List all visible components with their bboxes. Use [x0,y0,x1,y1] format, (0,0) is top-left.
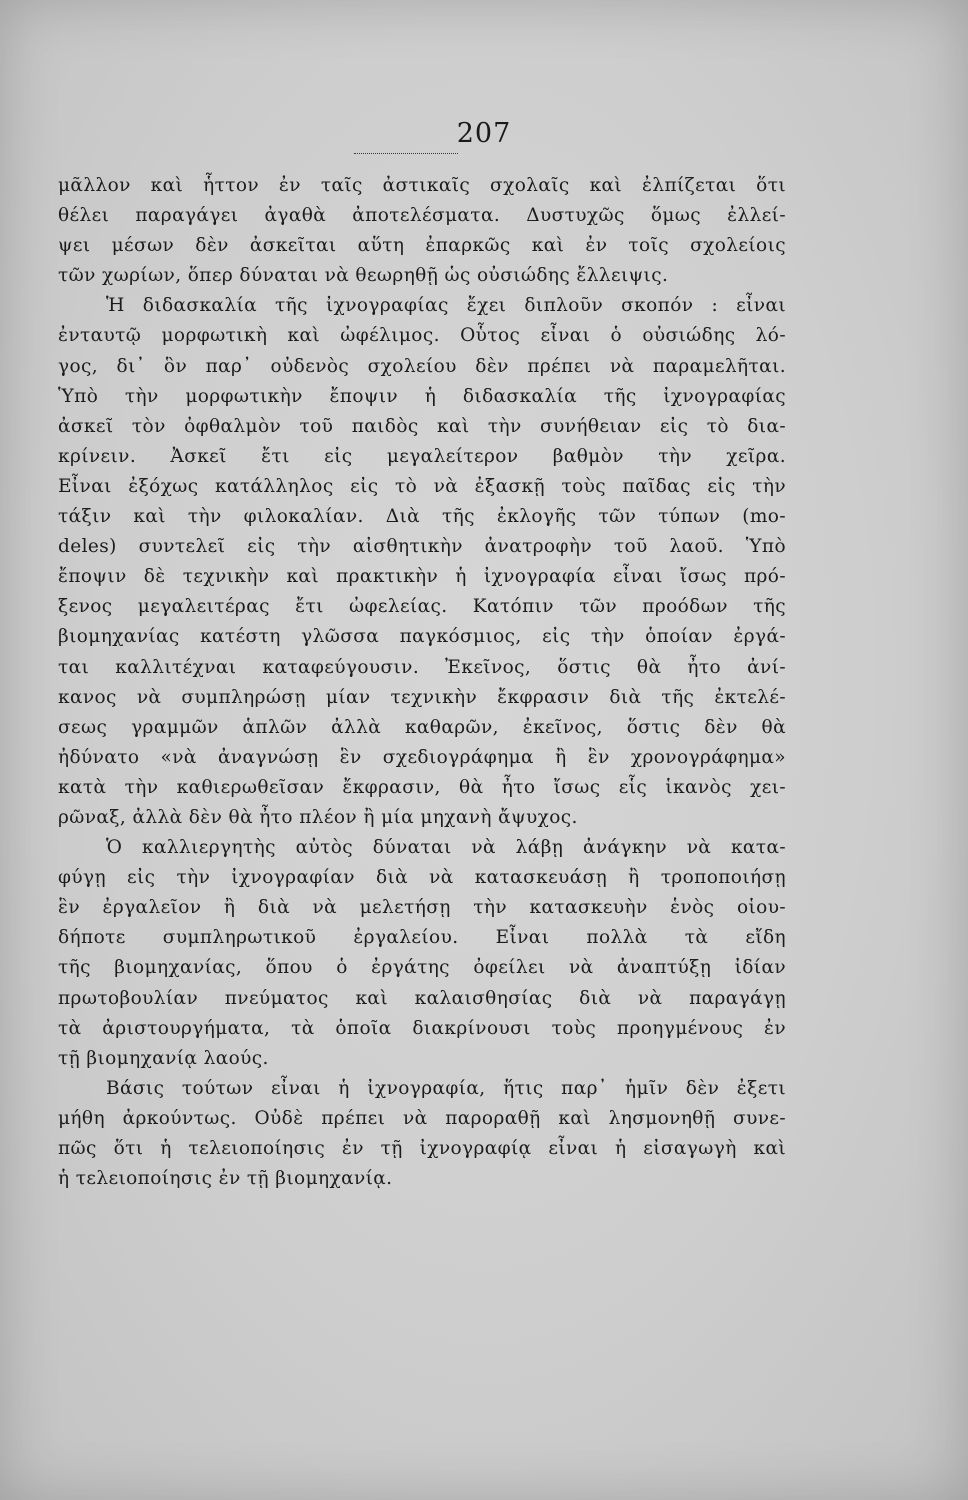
text-line: βιομηχανίας κατέστη γλῶσσα παγκόσμιος, εἰς τὴν ὁποίαν ἐργά- [58,626,786,648]
text-line: φύγῃ εἰς τὴν ἰχνογραφίαν διὰ νὰ κατασκευάσῃ ἢ τροποποιήσῃ [58,867,786,889]
text-line: γος, δι᾽ ὃν παρ᾽ οὐδενὸς σχολείου δὲν πρέπει νὰ παραμελῆται. [58,355,786,377]
text-line: τάξιν καὶ τὴν φιλοκαλίαν. Διὰ τῆς ἐκλογῆς τῶν τύπων (mo- [58,506,786,528]
text-line: τῆς βιομηχανίας, ὅπου ὁ ἐργάτης ὀφείλει νὰ ἀναπτύξῃ ἰδίαν [58,957,786,979]
text-line: μᾶλλον καὶ ἧττον ἐν ταῖς ἀστικαῖς σχολαῖς καὶ ἐλπίζεται ὅτι [58,175,786,196]
text-line: Ὑπὸ τὴν μορφωτικὴν ἔποψιν ἡ διδασκαλία τῆς ἰχνογραφίας [58,385,786,407]
text-line: κανος νὰ συμπληρώσῃ μίαν τεχνικὴν ἔκφρασιν διὰ τῆς ἐκτελέ- [58,686,786,708]
body-text [58,171,786,1194]
text-line: ξενος μεγαλειτέρας ἔτι ὠφελείας. Κατόπιν τῶν προόδων τῆς [58,596,786,618]
text-line: ἡ τελειοποίησις ἐν τῇ βιομηχανίᾳ. [58,1168,393,1190]
header-divider [354,153,458,154]
text-line: Εἶναι ἐξόχως κατάλληλος εἰς τὸ νὰ ἐξασκῇ τοὺς παῖδας εἰς τὴν [58,475,786,497]
text-line: Βάσις τούτων εἶναι ἡ ἰχνογραφία, ἥτις παρ᾽ ἡμῖν δὲν ἐξετι [106,1077,786,1099]
text-line: deles) συντελεῖ εἰς τὴν αἰσθητικὴν ἀνατροφὴν τοῦ λαοῦ. Ὑπὸ [58,536,786,558]
text-line: κατὰ τὴν καθιερωθεῖσαν ἔκφρασιν, θὰ ἦτο ἴσως εἷς ἱκανὸς χει- [58,776,786,798]
text-line: μήθη ἀρκούντως. Οὐδὲ πρέπει νὰ παροραθῇ καὶ λησμονηθῇ συνε- [58,1107,786,1129]
text-line: πῶς ὅτι ἡ τελειοποίησις ἐν τῇ ἰχνογραφίᾳ εἶναι ἡ εἰσαγωγὴ καὶ [58,1138,786,1159]
text-line: ψει μέσων δὲν ἀσκεῖται αὕτη ἐπαρκῶς καὶ ἐν τοῖς σχολείοις [58,235,786,257]
text-line: ἔποψιν δὲ τεχνικὴν καὶ πρακτικὴν ἡ ἰχνογραφία εἶναι ἴσως πρό- [58,566,786,588]
text-line: ἠδύνατο «νὰ ἀναγνώσῃ ἓν σχεδιογράφημα ἢ ἓν χρονογράφημα» [58,746,786,768]
text-line: ἐνταυτῷ μορφωτικὴ καὶ ὠφέλιμος. Οὗτος εἶναι ὁ οὐσιώδης λό- [58,325,786,347]
text-line: σεως γραμμῶν ἁπλῶν ἀλλὰ καθαρῶν, ἐκεῖνος, ὅστις δὲν θὰ [58,716,786,738]
text-line: ρῶναξ, ἀλλὰ δὲν θὰ ἦτο πλέον ἢ μία μηχανὴ ἄψυχος. [58,806,578,828]
page-number: 207 [456,118,512,149]
text-line: τῇ βιομηχανίᾳ λαούς. [58,1047,269,1069]
text-line: ἀσκεῖ τὸν ὀφθαλμὸν τοῦ παιδὸς καὶ τὴν συνήθειαν εἰς τὸ δια- [58,415,786,437]
text-line: πρωτοβουλίαν πνεύματος καὶ καλαισθησίας διὰ νὰ παραγάγῃ [58,987,786,1009]
text-line: δήποτε συμπληρωτικοῦ ἐργαλείου. Εἶναι πολλὰ τὰ εἴδη [58,927,786,949]
text-line: Ἡ διδασκαλία τῆς ἰχνογραφίας ἔχει διπλοῦν σκοπόν : εἶναι [106,295,786,317]
text-line: τῶν χωρίων, ὅπερ δύναται νὰ θεωρηθῇ ὡς οὐσιώδης ἔλλειψις. [58,265,669,287]
text-line: ἓν ἐργαλεῖον ἢ διὰ νὰ μελετήσῃ τὴν κατασκευὴν ἑνὸς οἱου- [58,897,786,919]
text-line: Ὁ καλλιεργητὴς αὐτὸς δύναται νὰ λάβῃ ἀνάγκην νὰ κατα- [106,837,786,859]
text-line: κρίνειν. Ἀσκεῖ ἔτι εἰς μεγαλείτερον βαθμὸν τὴν χεῖρα. [58,445,786,467]
text-line: τὰ ἀριστουργήματα, τὰ ὁποῖα διακρίνουσι τοὺς προηγμένους ἐν [58,1017,786,1039]
text-line: θέλει παραγάγει ἀγαθὰ ἀποτελέσματα. Δυστυχῶς ὅμως ἐλλεί- [58,205,786,227]
text-line: ται καλλιτέχναι καταφεύγουσιν. Ἐκεῖνος, ὅστις θὰ ἦτο ἀνί- [58,656,786,678]
